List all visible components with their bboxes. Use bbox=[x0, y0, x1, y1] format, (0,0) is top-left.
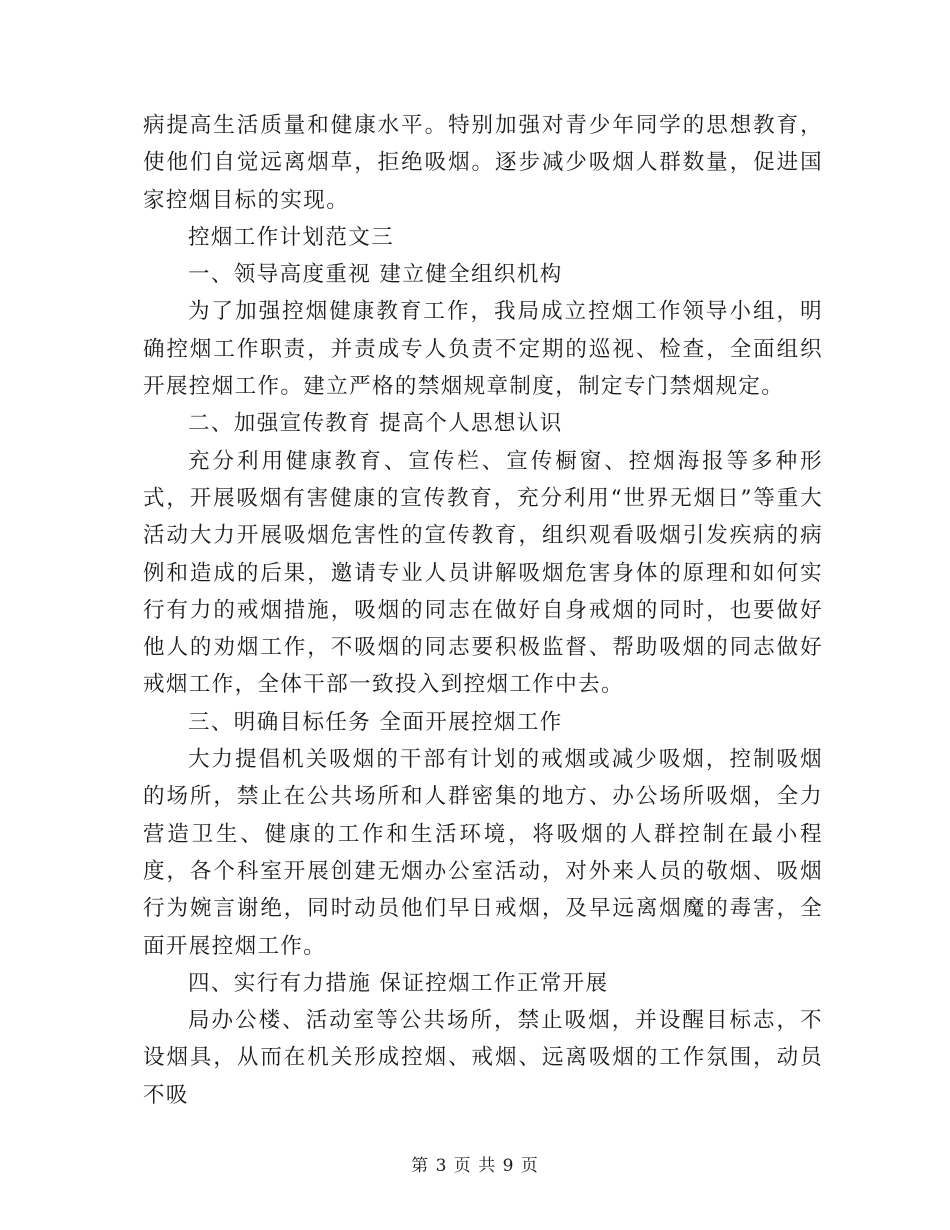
document-body bbox=[143, 107, 823, 1114]
section-title: 控烟工作计划范文三 bbox=[188, 224, 395, 250]
paragraph: 充分利用健康教育、宣传栏、宣传橱窗、控烟海报等多种形式，开展吸烟有害健康的宣传教育，充分利用“世界无烟日”等重大活动大力开展吸烟危害性的宣传教育，组织观看吸烟引发疾病的病例和造成的后果，邀请专业人员讲解吸烟危害身体的原理和如何实行有力的戒烟措施，吸烟的同志在做好自身戒烟的同时，也要做好他人的劝烟工作，不吸烟的同志要积极监督、帮助吸烟的同志做好戒烟工作，全体干部一致投入到控烟工作中去。 bbox=[143, 448, 823, 698]
paragraph: 为了加强控烟健康教育工作，我局成立控烟工作领导小组，明确控烟工作职责，并责成专人负责不定期的巡视、检查，全面组织开展控烟工作。建立严格的禁烟规章制度，制定专门禁烟规定。 bbox=[143, 299, 823, 400]
heading-1: 一、领导高度重视 建立健全组织机构 bbox=[188, 262, 563, 288]
paragraph-continuation: 病提高生活质量和健康水平。特别加强对青少年同学的思想教育，使他们自觉远离烟草，拒绝吸烟。逐步减少吸烟人群数量，促进国家控烟目标的实现。 bbox=[143, 113, 823, 213]
page-number: 第 3 页 共 9 页 bbox=[411, 1156, 539, 1176]
heading-4: 四、实行有力措施 保证控烟工作正常开展 bbox=[188, 970, 609, 996]
page-footer bbox=[0, 1151, 950, 1176]
heading-3: 三、明确目标任务 全面开展控烟工作 bbox=[188, 709, 563, 735]
heading-2: 二、加强宣传教育 提高个人思想认识 bbox=[188, 411, 563, 437]
paragraph: 局办公楼、活动室等公共场所，禁止吸烟，并设醒目标志，不设烟具，从而在机关形成控烟、戒烟、远离吸烟的工作氛围，动员不吸 bbox=[143, 1008, 823, 1108]
paragraph: 大力提倡机关吸烟的干部有计划的戒烟或减少吸烟，控制吸烟的场所，禁止在公共场所和人群密集的地方、办公场所吸烟，全力营造卫生、健康的工作和生活环境，将吸烟的人群控制在最小程度，各个科室开展创建无烟办公室活动，对外来人员的敬烟、吸烟行为婉言谢绝，同时动员他们早日戒烟，及早远离烟魔的毒害，全面开展控烟工作。 bbox=[143, 747, 823, 959]
